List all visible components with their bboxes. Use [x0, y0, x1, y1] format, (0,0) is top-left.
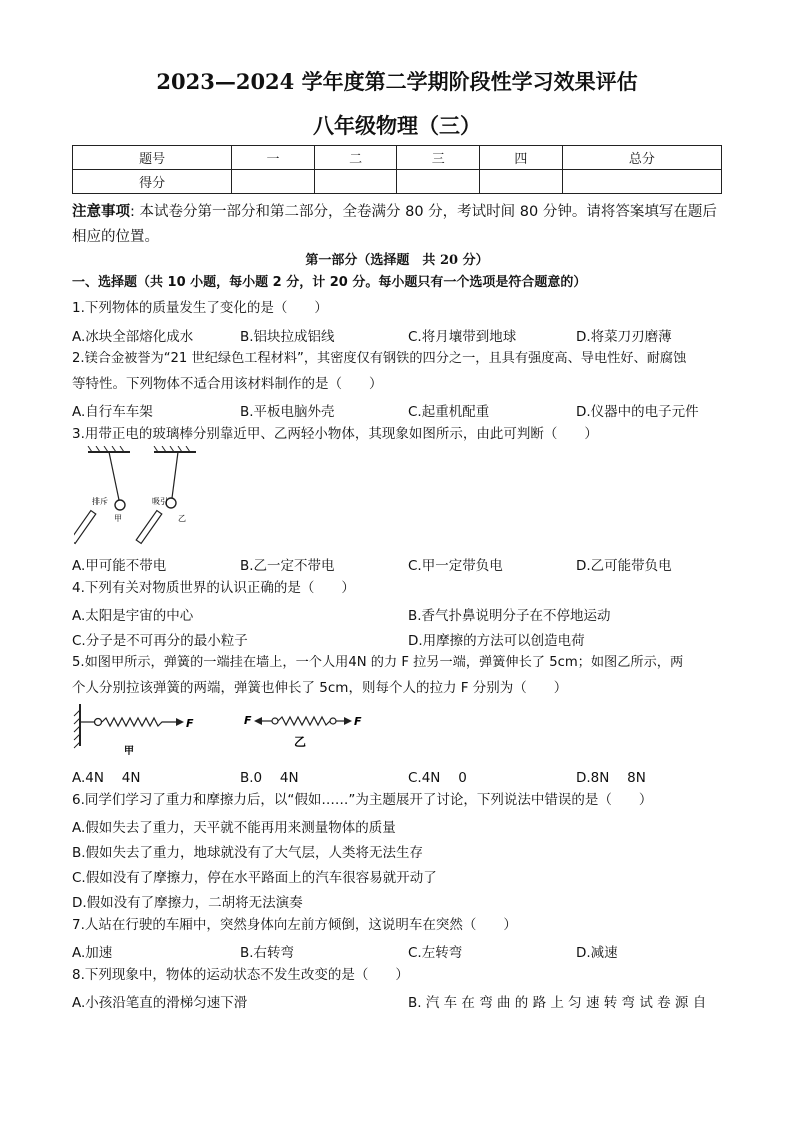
- score-input-cell[interactable]: [480, 170, 563, 194]
- q5-label-yi: 乙: [294, 735, 307, 749]
- score-cell: 一: [232, 146, 315, 170]
- q3-option-a[interactable]: A.甲可能不带电: [72, 558, 167, 574]
- q5-spring-figure: [72, 702, 372, 758]
- q4-option-b[interactable]: B.香气扑鼻说明分子在不停地运动: [408, 608, 611, 624]
- score-cell: 总分: [562, 146, 721, 170]
- q3-label-repel: 排斥: [92, 497, 108, 506]
- q5-label-jia: 甲: [124, 746, 134, 757]
- exam-subtitle: 八年级物理（三）: [313, 113, 481, 138]
- q7-option-c[interactable]: C.左转弯: [408, 945, 463, 961]
- question-7-stem: 7.人站在行驶的车厢中，突然身体向左前方倾倒，这说明车在突然（ ）: [72, 917, 517, 933]
- question-1-stem: 1.下列物体的质量发生了变化的是（ ）: [72, 300, 328, 316]
- q8-option-b[interactable]: B. 汽 车 在 弯 曲 的 路 上 匀 速 转 弯 试 卷 源 自: [408, 995, 707, 1011]
- notice: [72, 200, 724, 250]
- q6-option-c[interactable]: C.假如没有了摩擦力，停在水平路面上的汽车很容易就开动了: [72, 870, 437, 886]
- question-4-stem: 4.下列有关对物质世界的认识正确的是（ ）: [72, 580, 355, 596]
- q7-option-a[interactable]: A.加速: [72, 945, 113, 961]
- score-cell: 题号: [73, 146, 232, 170]
- q4-option-a[interactable]: A.太阳是宇宙的中心: [72, 608, 194, 624]
- question-2-stem-line1: 2.镁合金被誉为“21 世纪绿色工程材料”，其密度仅有钢铁的四分之一，且具有强度高、导电性好、耐腐蚀: [72, 351, 687, 366]
- question-5-stem-line2: 个人分别拉该弹簧的两端，弹簧也伸长了 5cm，则每个人的拉力 F 分别为（ ）: [72, 680, 568, 696]
- question-5-stem-line1: 5.如图甲所示，弹簧的一端挂在墙上，一个人用4N 的力 F 拉另一端，弹簧伸长了 5cm；如图乙所示，两: [72, 655, 684, 670]
- score-table-header-row: [73, 146, 722, 170]
- question-8-stem: 8.下列现象中，物体的运动状态不发生改变的是（ ）: [72, 967, 409, 983]
- q6-option-a[interactable]: A.假如失去了重力，天平就不能再用来测量物体的质量: [72, 820, 396, 836]
- q5-option-c[interactable]: C.4N 0: [408, 770, 467, 786]
- q5-force-label-left: F: [244, 714, 252, 727]
- q5-option-d[interactable]: D.8N 8N: [576, 770, 646, 786]
- part1-heading: 第一部分（选择题 共 20 分）: [305, 253, 489, 268]
- score-cell: 四: [480, 146, 563, 170]
- exam-title: 2023—2024 学年度第二学期阶段性学习效果评估: [156, 69, 638, 94]
- q3-option-c[interactable]: C.甲一定带负电: [408, 558, 503, 574]
- notice-text: : 本试卷分第一部分和第二部分，全卷满分 80 分，考试时间 80 分钟。请将答案填写在题后相应的位置。: [72, 204, 717, 245]
- q7-option-b[interactable]: B.右转弯: [240, 945, 295, 961]
- score-input-cell[interactable]: [232, 170, 315, 194]
- q1-option-d[interactable]: D.将菜刀刃磨薄: [576, 329, 672, 345]
- q1-option-b[interactable]: B.铝块拉成铝线: [240, 329, 335, 345]
- q1-option-c[interactable]: C.将月壤带到地球: [408, 329, 517, 345]
- question-3-stem: 3.用带正电的玻璃棒分别靠近甲、乙两轻小物体，其现象如图所示，由此可判断（ ）: [72, 426, 598, 442]
- q5-option-b[interactable]: B.0 4N: [240, 770, 299, 786]
- q6-option-d[interactable]: D.假如没有了摩擦力，二胡将无法演奏: [72, 895, 303, 911]
- notice-label: 注意事项: [72, 204, 130, 220]
- q4-option-c[interactable]: C.分子是不可再分的最小粒子: [72, 633, 248, 649]
- q5-force-label: F: [186, 717, 194, 730]
- score-table: [72, 145, 722, 194]
- q6-option-b[interactable]: B.假如失去了重力，地球就没有了大气层，人类将无法生存: [72, 845, 424, 861]
- score-table-score-row: [73, 170, 722, 194]
- score-cell: 三: [397, 146, 480, 170]
- score-input-cell[interactable]: [397, 170, 480, 194]
- score-input-cell[interactable]: [314, 170, 397, 194]
- q3-option-b[interactable]: B.乙一定不带电: [240, 558, 335, 574]
- q5-force-label-right: F: [354, 715, 362, 728]
- score-input-cell[interactable]: [562, 170, 721, 194]
- q4-option-d[interactable]: D.用摩擦的方法可以创造电荷: [408, 633, 585, 649]
- q3-label-yi: 乙: [178, 514, 186, 523]
- question-6-stem: 6.同学们学习了重力和摩擦力后，以“假如……”为主题展开了讨论，下列说法中错误的是（ ）: [72, 792, 653, 808]
- q3-label-attract: 吸引: [152, 497, 168, 506]
- q3-option-d[interactable]: D.乙可能带负电: [576, 558, 672, 574]
- section-heading: 一、选择题（共 10 小题，每小题 2 分，计 20 分。每小题只有一个选项是符合题意的）: [72, 275, 587, 290]
- q5-option-a[interactable]: A.4N 4N: [72, 770, 141, 786]
- q8-option-a[interactable]: A.小孩沿笔直的滑梯匀速下滑: [72, 995, 248, 1011]
- score-cell: 二: [314, 146, 397, 170]
- q2-option-d[interactable]: D.仪器中的电子元件: [576, 404, 699, 420]
- q2-option-a[interactable]: A.自行车车架: [72, 404, 153, 420]
- q2-option-b[interactable]: B.平板电脑外壳: [240, 404, 335, 420]
- score-cell: 得分: [73, 170, 232, 194]
- q3-pendulum-figure: [74, 446, 214, 546]
- q7-option-d[interactable]: D.减速: [576, 945, 618, 961]
- q1-option-a[interactable]: A.冰块全部熔化成水: [72, 329, 194, 345]
- question-2-stem-line2: 等特性。下列物体不适合用该材料制作的是（ ）: [72, 376, 383, 392]
- q3-label-jia: 甲: [114, 514, 122, 523]
- q2-option-c[interactable]: C.起重机配重: [408, 404, 490, 420]
